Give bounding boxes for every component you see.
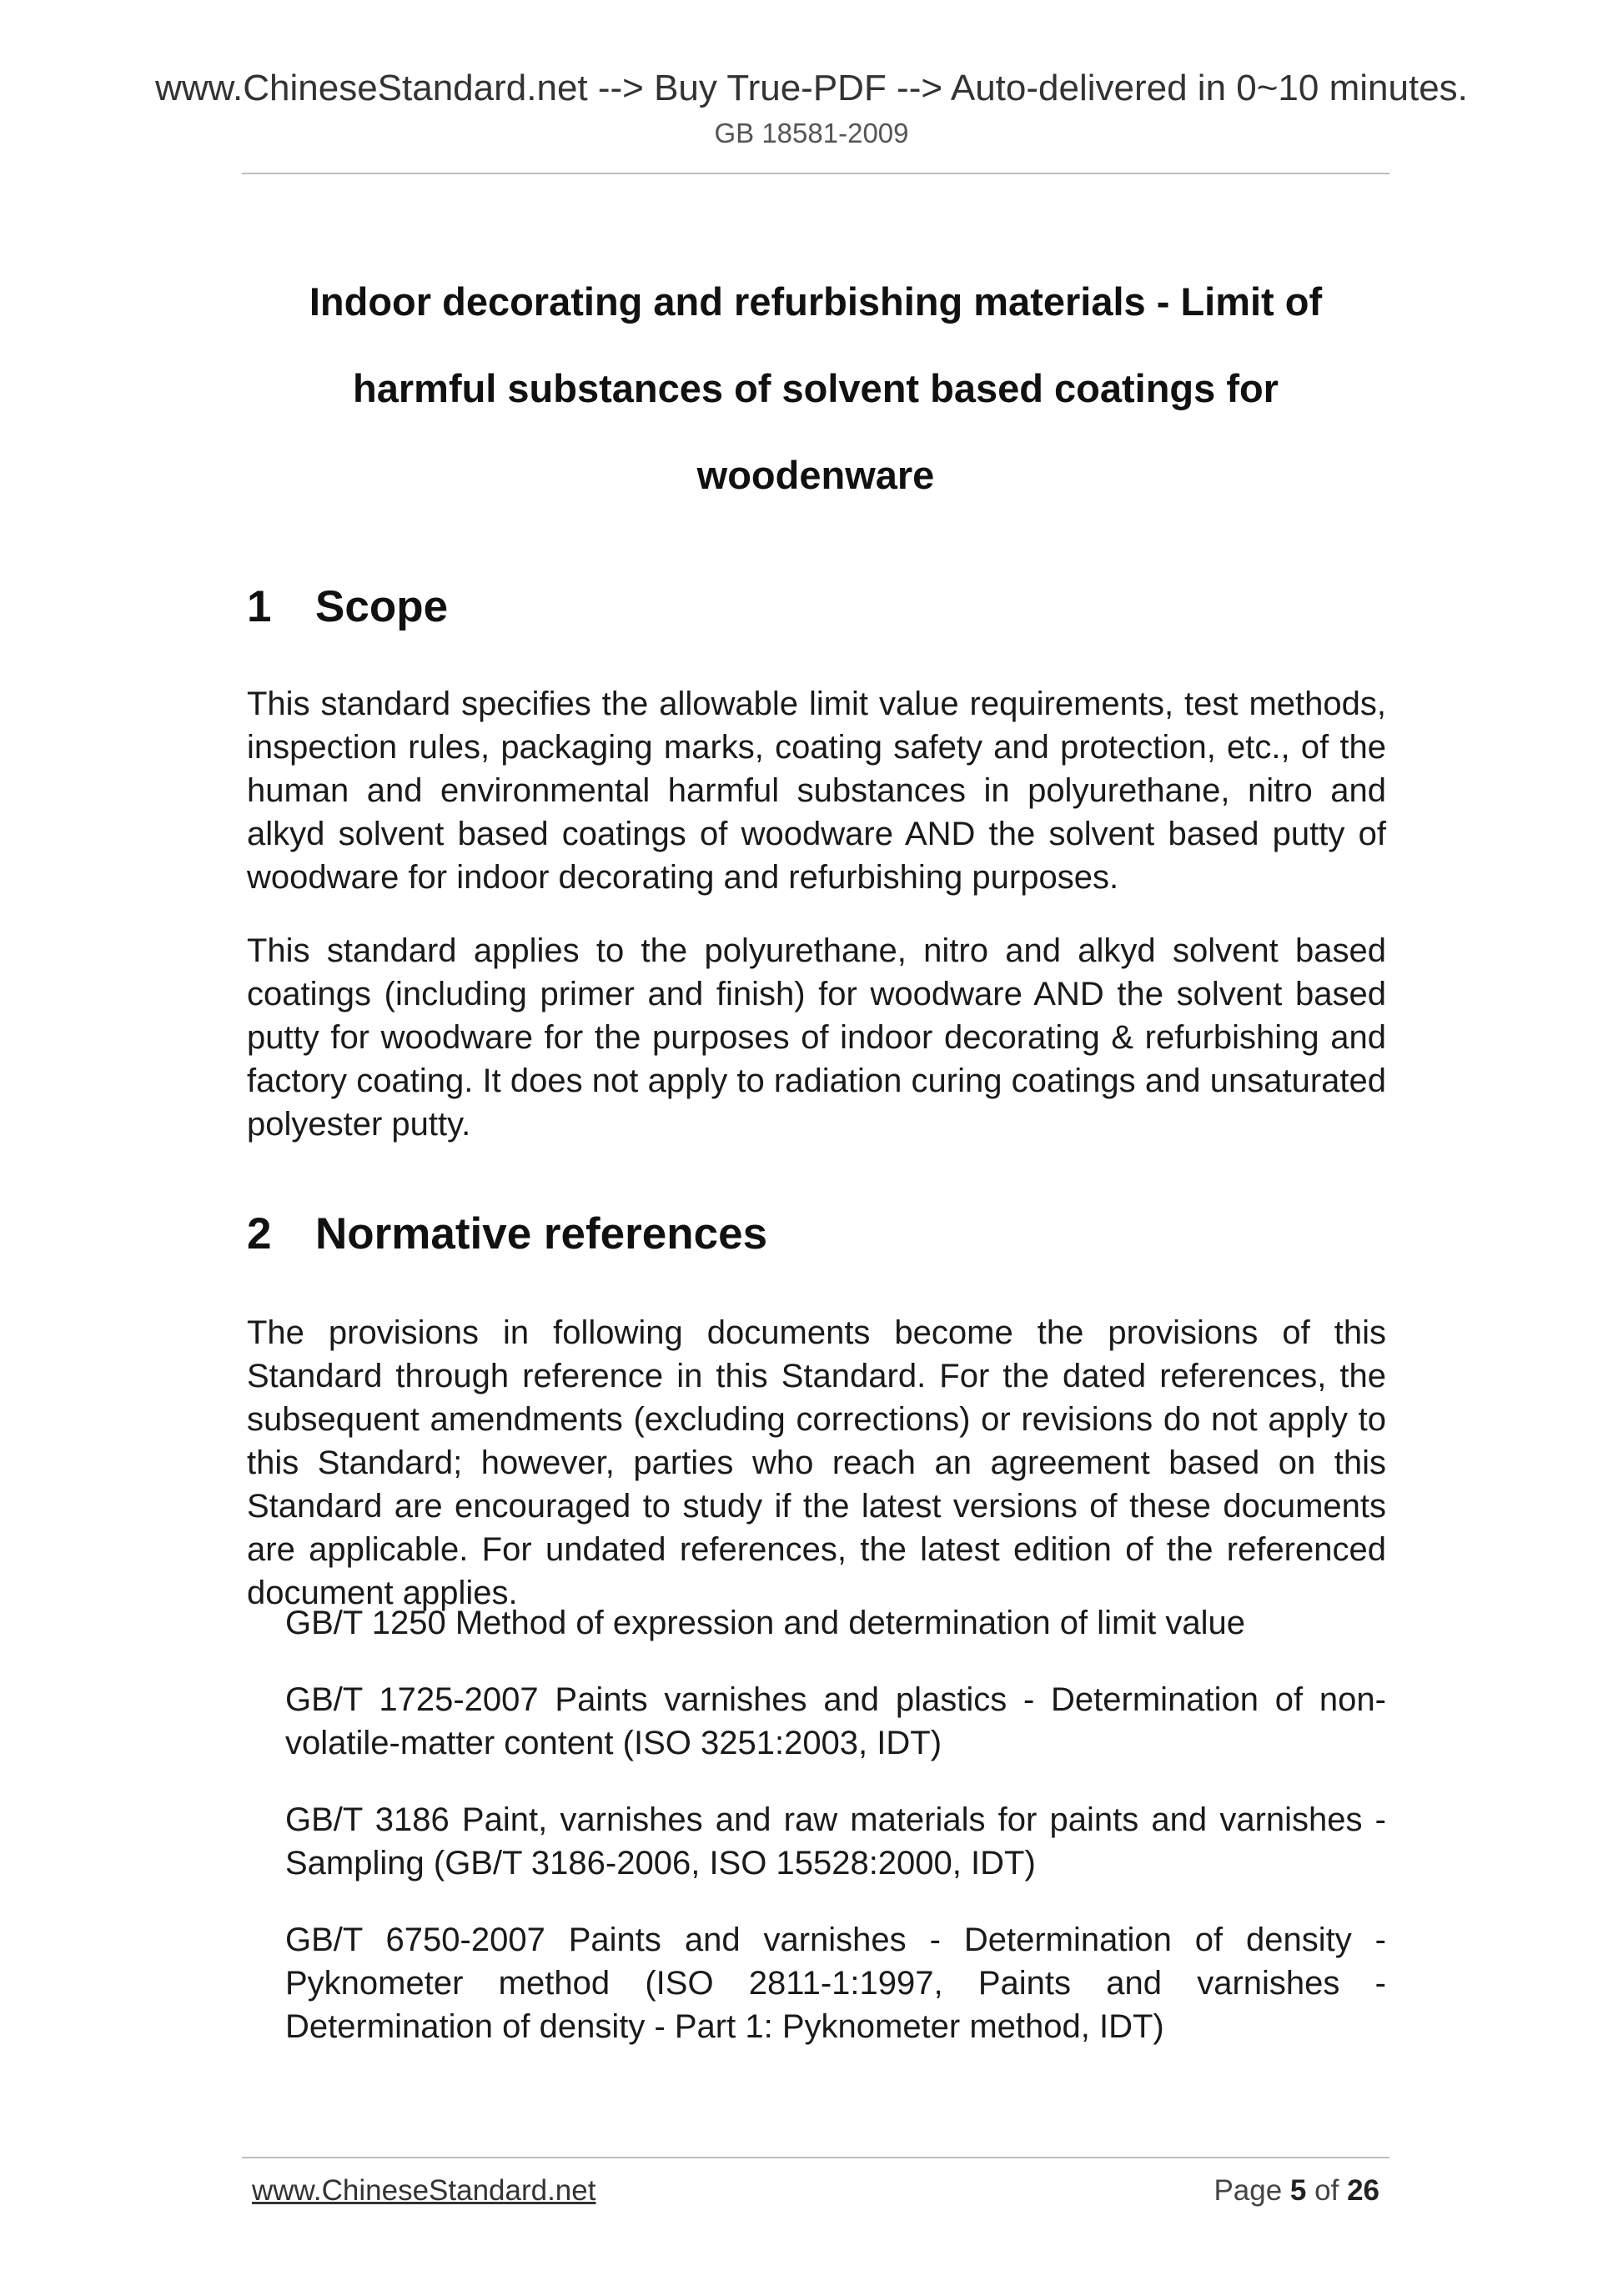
title-line-2: harmful substances of solvent based coatings for (353, 366, 1279, 410)
normative-references-intro: The provisions in following documents become the provisions of this Standard through reference in this Standard. For the dated references, the subsequent amendments (excluding corrections) or revisions do not apply to this Standard; however, parties who reach an agreement based on this Standard are encouraged to study if the latest versions of these documents are applicable. For undated references, the latest edition of the referenced document applies. (247, 1314, 1386, 1611)
page-total: 26 (1347, 2174, 1379, 2207)
scope-paragraph-1: This standard specifies the allowable limit value requirements, test methods, inspection rules, packaging marks, coating safety and protection, etc., of the human and environmental harmful substances in polyurethane, nitro and alkyd solvent based coatings of woodware AND the solvent based putty of woodware for indoor decorating and refurbishing purposes. (247, 686, 1386, 896)
footer-divider (242, 2157, 1389, 2158)
header-banner: www.ChineseStandard.net --> Buy True-PDF --> Auto-delivered in 0~10 minutes. (155, 68, 1468, 108)
page-prefix: Page (1213, 2174, 1283, 2207)
page-number (1213, 2173, 1379, 2209)
page-of: of (1314, 2174, 1339, 2207)
page-current: 5 (1289, 2174, 1307, 2207)
section-1-heading (247, 580, 448, 634)
reference-item: GB/T 3186 Paint, varnishes and raw materials for paints and varnishes - Sampling (GB/T 3186-2006, ISO 15528:2000, IDT) (285, 1801, 1386, 1882)
section-1-title: Scope (315, 582, 449, 631)
footer-website-link[interactable]: www.ChineseStandard.net (252, 2174, 596, 2207)
reference-item: GB/T 1250 Method of expression and determination of limit value (285, 1605, 1246, 1641)
header-standard-number: GB 18581-2009 (714, 118, 909, 148)
document-title (242, 259, 1389, 519)
section-2-title: Normative references (315, 1209, 768, 1259)
title-line-3: woodenware (696, 453, 935, 497)
scope-paragraph-2: This standard applies to the polyurethane, nitro and alkyd solvent based coatings (including primer and finish) for woodware AND the solvent based putty for woodware for the purposes of indoor decorating & refurbishing and factory coating. It does not apply to radiation curing coatings and unsaturated polyester putty. (247, 932, 1386, 1143)
section-2-number: 2 (247, 1209, 272, 1259)
title-line-1: Indoor decorating and refurbishing materials - Limit of (309, 279, 1323, 324)
header-divider (242, 173, 1389, 174)
reference-item: GB/T 6750-2007 Paints and varnishes - Determination of density - Pyknometer method (ISO 2811-1:1997, Paints and varnishes - Determination of density - Part 1: Pyknometer method, IDT) (285, 1922, 1386, 2045)
reference-item: GB/T 1725-2007 Paints varnishes and plastics - Determination of non-volatile-matter content (ISO 3251:2003, IDT) (285, 1681, 1386, 1761)
section-2-heading (247, 1208, 767, 1261)
section-1-number: 1 (247, 582, 272, 631)
